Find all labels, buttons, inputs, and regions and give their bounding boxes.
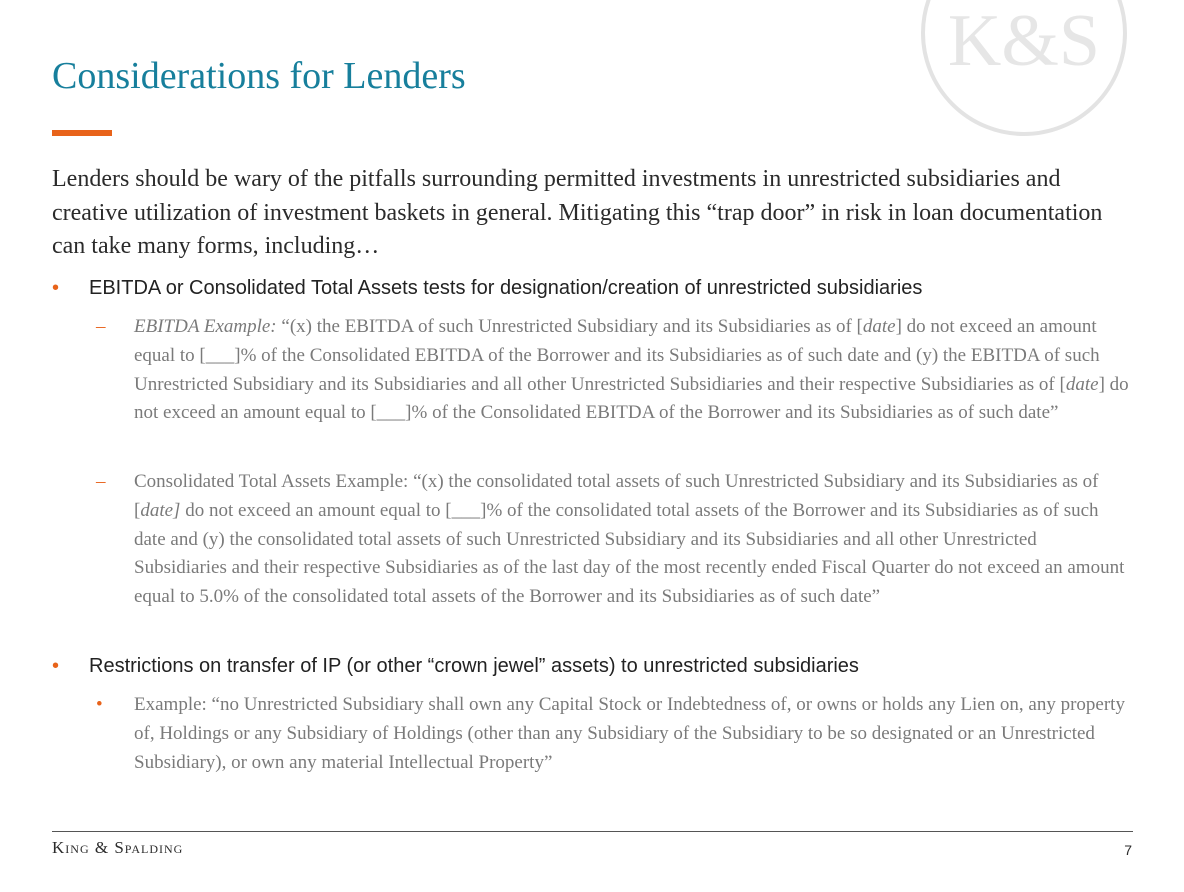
bullet-ebitda-tests: EBITDA or Consolidated Total Assets tests for designation/creation of unrestricted subsidiaries <box>89 277 923 299</box>
footer-brand: King & Spalding <box>52 838 184 857</box>
footer-divider <box>52 831 1133 832</box>
date-placeholder: date <box>1065 373 1099 395</box>
page-number: 7 <box>1124 842 1132 858</box>
title-accent-bar <box>52 130 112 136</box>
sub-item-ebitda-example <box>134 313 1129 428</box>
logo-text: K&S <box>947 0 1101 82</box>
text-run: ] do not exceed an amount equal to [___]% of the Consolidated EBITDA of the Borrower and its Subsidiaries as of such date” <box>134 373 1129 424</box>
intro-paragraph: Lenders should be wary of the pitfalls surrounding permitted investments in unrestricted subsidiaries and creative utilization of investment baskets in general. Mitigating this “trap door” in risk in loan documentation can take many forms, including… <box>52 166 1103 259</box>
date-placeholder: date <box>862 316 896 337</box>
sub-item-total-assets-example <box>134 468 1129 612</box>
text-run: do not exceed an amount equal to [___]% of the consolidated total assets of the Borrower and its Subsidiaries as of such date and (y) the consolidated total assets of such Unrestricted Subsidiary and its Subsidiaries and all other Unrestricted Subsidiaries and their respective Subsidiaries as of the last day of the most recently ended Fiscal Quarter do not exceed an amount equal to 5.0% of the consolidated total assets of the Borrower and its Subsidiaries as of such date” <box>134 499 1125 608</box>
ks-logo <box>921 0 1127 136</box>
page-title: Considerations for Lenders <box>52 55 466 97</box>
text-run: ] do not exceed an amount equal to [___]% of the Consolidated EBITDA of the Borrower and its Subsidiaries as of such date and (y) the EBITDA of such Unrestricted Subsidiary and its Subsidiaries and all other Unrestricted Subsidiaries and their respective Subsidiaries as of [ <box>134 316 1100 395</box>
bullet-marker: • <box>52 277 60 299</box>
date-placeholder: date] <box>140 499 181 521</box>
sub-item-marker: – <box>96 316 106 337</box>
text-run: Consolidated Total Assets Example: “(x) the consolidated total assets of such Unrestricted Subsidiary and its Subsidiaries as of [ <box>134 471 1099 521</box>
ebitda-example-label: EBITDA Example: <box>134 316 277 337</box>
bullet-marker: • <box>52 655 60 677</box>
sub-item-marker: – <box>96 471 106 492</box>
sub-item-ip-example: Example: “no Unrestricted Subsidiary shall own any Capital Stock or Indebtedness of, or owns or holds any Lien on, any property of, Holdings or any Subsidiary of Holdings (other than any Subsidiary of the Subsidiary to be so designated or an Unrestricted Subsidiary), or own any material Intellectual Property” <box>134 694 1125 773</box>
sub-item-marker: • <box>96 694 103 715</box>
bullet-ip-restrictions: Restrictions on transfer of IP (or other “crown jewel” assets) to unrestricted subsidiaries <box>89 655 859 677</box>
text-run: “(x) the EBITDA of such Unrestricted Subsidiary and its Subsidiaries as of [ <box>276 316 863 337</box>
